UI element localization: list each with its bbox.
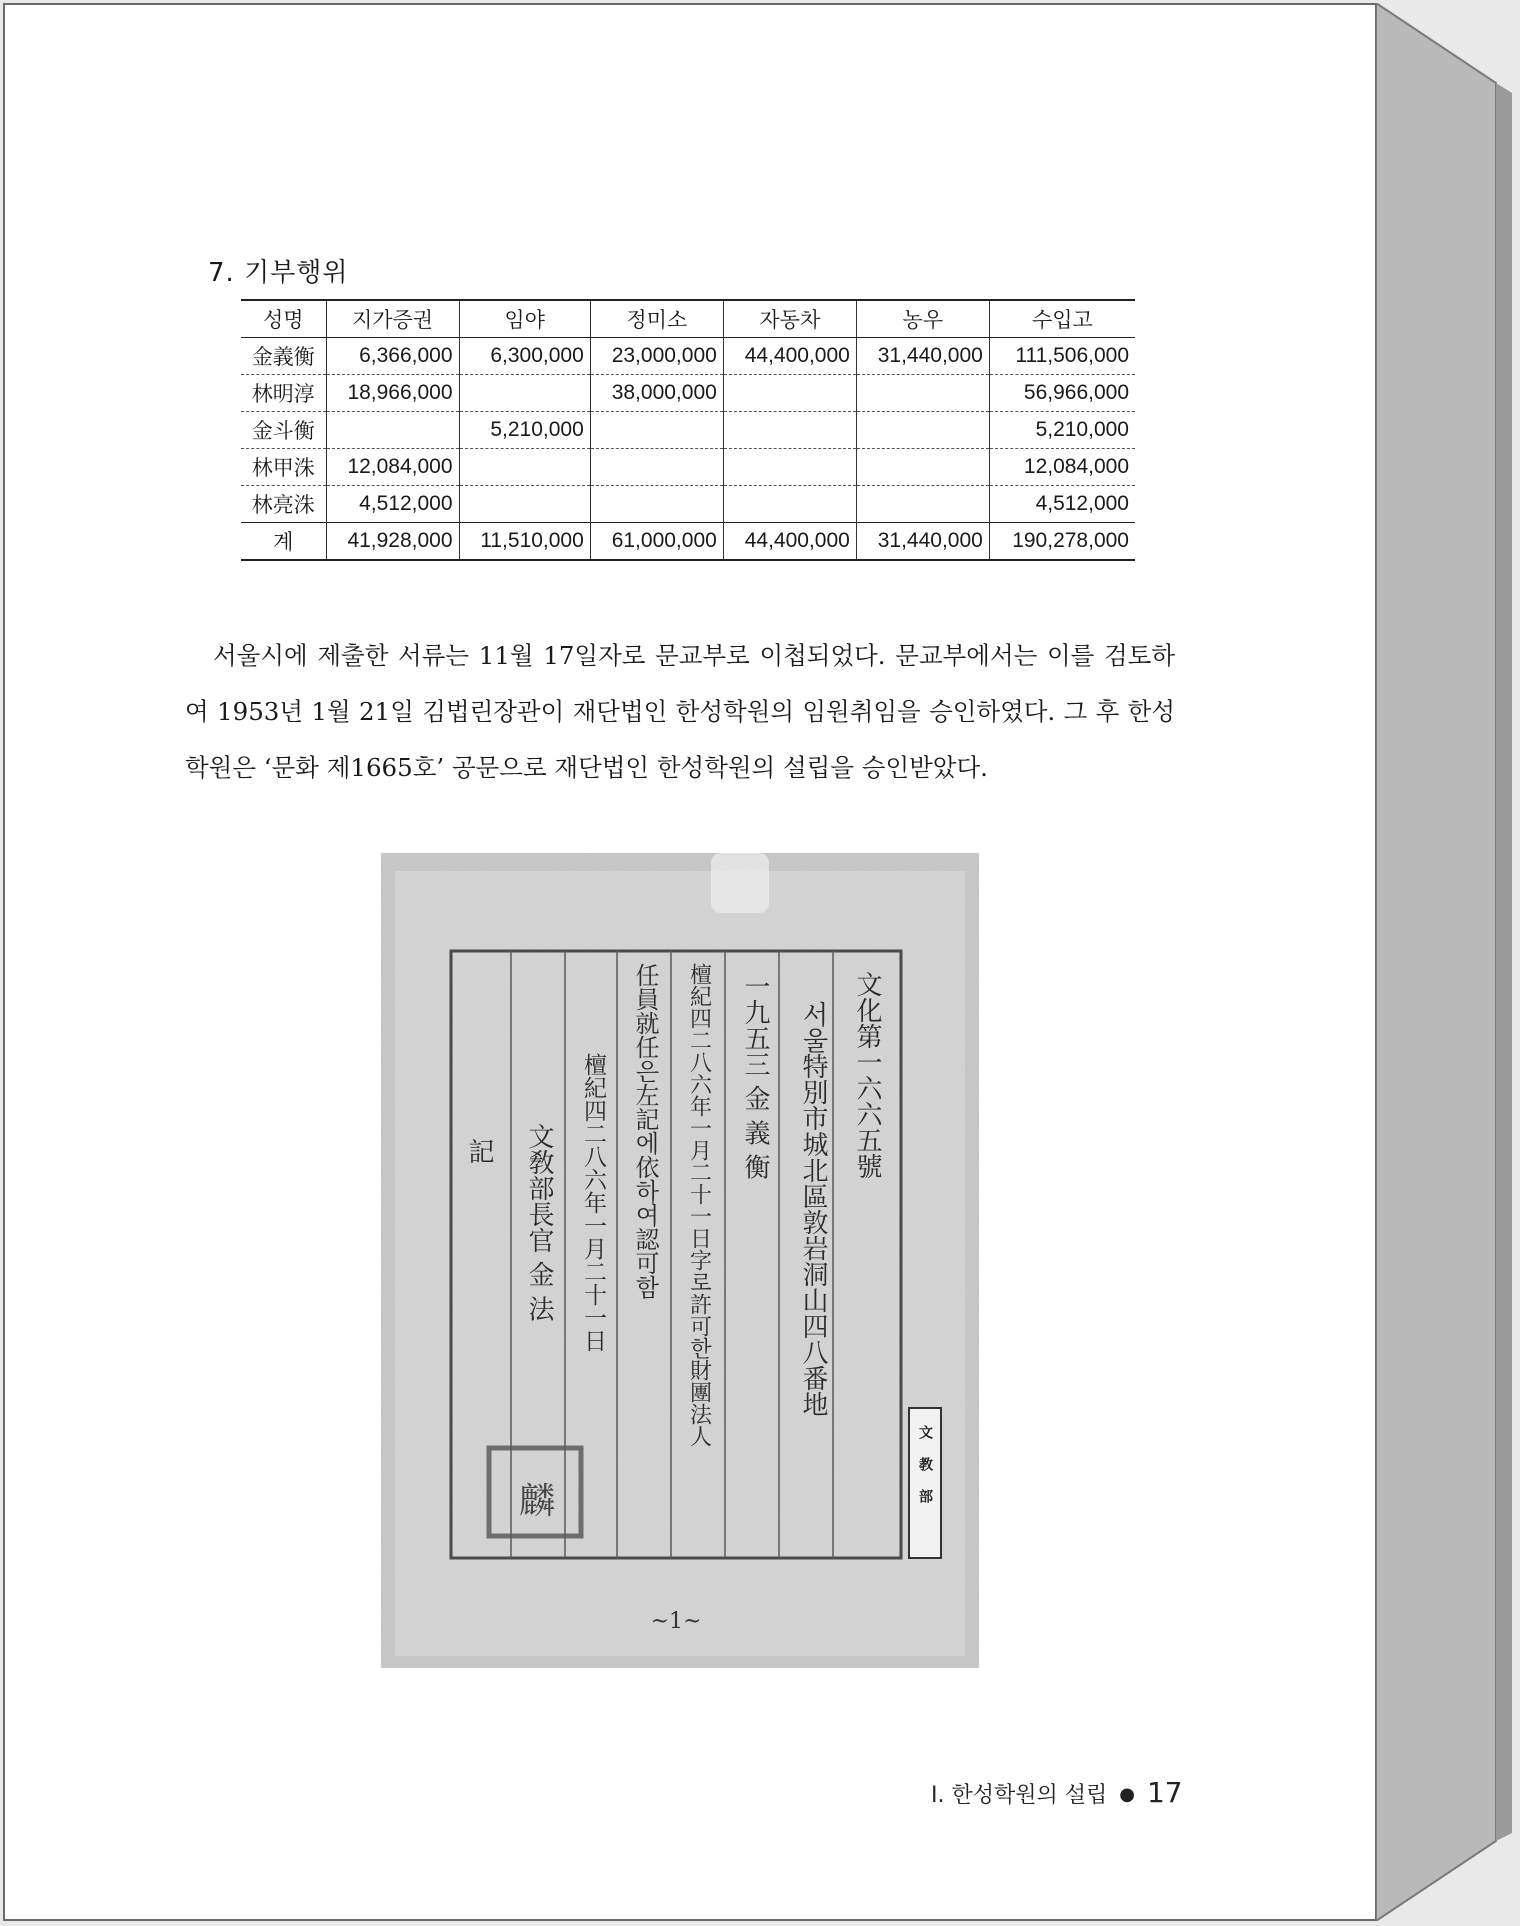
table-cell: 44,400,000: [723, 523, 856, 561]
table-row: [241, 375, 1135, 412]
page-footer: [931, 1776, 1183, 1809]
table-cell: 44,400,000: [723, 338, 856, 375]
donation-table: [241, 299, 1135, 561]
doc-column-address: 서울特別市城北區敦岩洞山四八番地: [798, 1001, 828, 1417]
table-cell: [459, 486, 590, 523]
body-paragraph-text: 서울시에 제출한 서류는 11월 17일자로 문교부로 이첩되었다. 문교부에서는 이를 검토하여 1953년 1월 21일 김법린장관이 재단법인 한성학원의 임원취임을 승인하였다. 그 후 한성학원은 ‘문화 제1665호’ 공문으로 재단법인 한성학원의 설립을 승인받았다.: [185, 641, 1175, 782]
table-cell: [326, 412, 459, 449]
donor-name: 金義衡: [241, 338, 326, 375]
table-cell: [856, 449, 989, 486]
doc-column-date: 檀紀四二八六年一月二十一日: [580, 1053, 606, 1352]
col-header: 정미소: [590, 300, 723, 338]
table-row: [241, 449, 1135, 486]
donor-name: 林亮洙: [241, 486, 326, 523]
table-cell: 190,278,000: [989, 523, 1135, 561]
doc-column-number: 文化第一六六五號: [852, 971, 882, 1179]
table-cell: [723, 412, 856, 449]
chapter-title: Ⅰ. 한성학원의 설립: [931, 1783, 1108, 1808]
table-cell: 4,512,000: [989, 486, 1135, 523]
table-header-row: [241, 300, 1135, 338]
table-cell: 41,928,000: [326, 523, 459, 561]
table-cell: 56,966,000: [989, 375, 1135, 412]
table-cell: [723, 486, 856, 523]
seal-character: 麟: [518, 1481, 556, 1522]
col-header: 수입고: [989, 300, 1135, 338]
table-cell: 38,000,000: [590, 375, 723, 412]
doc-column-text: 任員就任은左記에依하여認可함: [631, 963, 659, 1299]
table-cell: 61,000,000: [590, 523, 723, 561]
table-cell: [723, 449, 856, 486]
col-header: 지가증권: [326, 300, 459, 338]
table-row: [241, 338, 1135, 375]
table-cell: [459, 449, 590, 486]
total-label: 계: [241, 523, 326, 561]
bullet-separator-icon: ●: [1119, 1784, 1135, 1805]
table-total-row: [241, 523, 1135, 561]
col-header: 농우: [856, 300, 989, 338]
table-cell: [459, 375, 590, 412]
col-header: 임야: [459, 300, 590, 338]
donor-name: 金斗衡: [241, 412, 326, 449]
table-cell: 11,510,000: [459, 523, 590, 561]
table-cell: 31,440,000: [856, 338, 989, 375]
table-cell: 18,966,000: [326, 375, 459, 412]
body-paragraph: [185, 628, 1175, 796]
page-number: 17: [1146, 1776, 1183, 1809]
page-mark: ~1~: [650, 1609, 702, 1634]
table-cell: [856, 375, 989, 412]
page-edge-face: [1376, 3, 1496, 1921]
table-cell: [590, 449, 723, 486]
historical-document-photo: [381, 853, 979, 1668]
doc-column-text: 檀紀四二八六年一月二十一日字로許可한財團法人: [686, 963, 712, 1447]
table-cell: 5,210,000: [459, 412, 590, 449]
table-cell: 5,210,000: [989, 412, 1135, 449]
table-cell: 23,000,000: [590, 338, 723, 375]
table-cell: 111,506,000: [989, 338, 1135, 375]
table-cell: 12,084,000: [326, 449, 459, 486]
table-cell: [723, 375, 856, 412]
table-cell: 31,440,000: [856, 523, 989, 561]
table-cell: 12,084,000: [989, 449, 1135, 486]
col-header: 성명: [241, 300, 326, 338]
doc-column-signature: 文敎部長官 金 法: [524, 1123, 554, 1322]
table-cell: 4,512,000: [326, 486, 459, 523]
col-header: 자동차: [723, 300, 856, 338]
table-cell: [856, 486, 989, 523]
table-cell: [590, 412, 723, 449]
side-label: 文教部: [917, 1425, 933, 1521]
donor-name: 林明淳: [241, 375, 326, 412]
table-row: [241, 486, 1135, 523]
table-row: [241, 412, 1135, 449]
table-cell: [856, 412, 989, 449]
section-title: 7. 기부행위: [208, 258, 349, 288]
table-cell: 6,300,000: [459, 338, 590, 375]
tape-mark: [711, 853, 769, 913]
donor-name: 林甲洙: [241, 449, 326, 486]
page-edge-shadow: [1496, 83, 1512, 1841]
table-cell: [590, 486, 723, 523]
doc-column-recipient: 一九五三 金 義 衡: [740, 973, 770, 1180]
page-stack-edge: [1376, 3, 1516, 1921]
book-page: [3, 3, 1377, 1921]
table-cell: 6,366,000: [326, 338, 459, 375]
doc-column-note: 記: [464, 1138, 494, 1164]
